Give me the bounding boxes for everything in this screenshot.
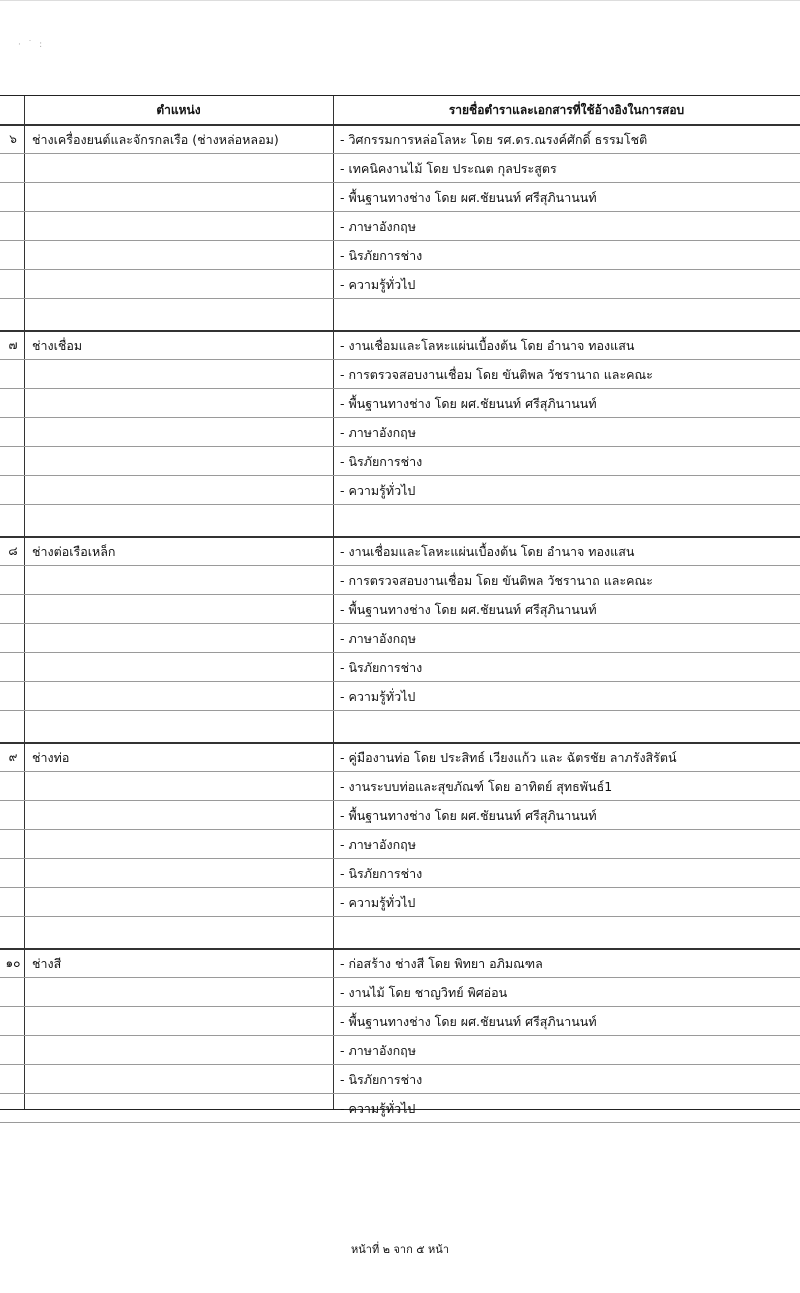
reference-book-item: - นิรภัยการช่าง — [340, 1072, 423, 1087]
group-divider — [0, 536, 800, 538]
reference-book-item: - พื้นฐานทางช่าง โดย ผศ.ชัยนนท์ ศรีสุภินานนท์ — [340, 808, 597, 823]
reference-book-item: - ภาษาอังกฤษ — [340, 1043, 416, 1058]
row-divider — [0, 475, 800, 476]
row-divider — [0, 269, 800, 270]
reference-book-item: - พื้นฐานทางช่าง โดย ผศ.ชัยนนท์ ศรีสุภินานนท์ — [340, 396, 597, 411]
reference-book-item: - พื้นฐานทางช่าง โดย ผศ.ชัยนนท์ ศรีสุภินานนท์ — [340, 1014, 597, 1029]
row-divider — [0, 681, 800, 682]
row-divider — [0, 771, 800, 772]
row-divider — [0, 594, 800, 595]
row-divider — [0, 153, 800, 154]
row-divider — [0, 1093, 800, 1094]
reference-book-item: - การตรวจสอบงานเชื่อม โดย ขันติพล วัชรานาถ และคณะ — [340, 367, 653, 382]
reference-book-item: - ความรู้ทั่วไป — [340, 689, 416, 704]
row-divider — [0, 1122, 800, 1123]
row-divider — [0, 652, 800, 653]
reference-book-item: - ภาษาอังกฤษ — [340, 219, 416, 234]
reference-book-item: - ก่อสร้าง ช่างสี โดย พิทยา อภิมณฑล — [340, 956, 543, 971]
header-books: รายชื่อตำราและเอกสารที่ใช้อ้างอิงในการสอบ — [448, 102, 685, 117]
row-divider — [0, 977, 800, 978]
row-divider — [0, 182, 800, 183]
position-name: ช่างเครื่องยนต์และจักรกลเรือ (ช่างหล่อหลอม) — [32, 132, 279, 147]
column-divider-number — [24, 96, 25, 1109]
row-divider — [0, 504, 800, 505]
group-divider — [0, 948, 800, 950]
reference-book-item: - งานเชื่อมและโลหะแผ่นเบื้องต้น โดย อำนาจ ทองแสน — [340, 338, 635, 353]
row-divider — [0, 800, 800, 801]
reference-book-item: - งานเชื่อมและโลหะแผ่นเบื้องต้น โดย อำนาจ ทองแสน — [340, 544, 635, 559]
reference-book-item: - ภาษาอังกฤษ — [340, 837, 416, 852]
row-divider — [0, 211, 800, 212]
row-divider — [0, 1035, 800, 1036]
row-divider — [0, 565, 800, 566]
row-divider — [0, 298, 800, 299]
reference-book-item: - ความรู้ทั่วไป — [340, 277, 416, 292]
reference-book-item: - ภาษาอังกฤษ — [340, 425, 416, 440]
group-number: ๙ — [8, 750, 18, 764]
row-divider — [0, 710, 800, 711]
reference-book-item: - นิรภัยการช่าง — [340, 248, 423, 263]
page-top-edge — [0, 0, 800, 1]
position-name: ช่างต่อเรือเหล็ก — [32, 544, 116, 559]
row-divider — [0, 1006, 800, 1007]
reference-book-item: - งานระบบท่อและสุขภัณฑ์ โดย อาทิตย์ สุทธพันธ์1 — [340, 779, 613, 794]
reference-book-item: - ความรู้ทั่วไป — [340, 1101, 416, 1116]
reference-book-item: - พื้นฐานทางช่าง โดย ผศ.ชัยนนท์ ศรีสุภินานนท์ — [340, 190, 597, 205]
reference-book-item: - เทคนิคงานไม้ โดย ประณต กุลประสูตร — [340, 161, 557, 176]
scan-artifact: · ˙ : — [18, 40, 45, 50]
reference-book-item: - ความรู้ทั่วไป — [340, 895, 416, 910]
row-divider — [0, 1064, 800, 1065]
reference-book-item: - นิรภัยการช่าง — [340, 660, 423, 675]
reference-book-item: - การตรวจสอบงานเชื่อม โดย ขันติพล วัชรานาถ และคณะ — [340, 573, 653, 588]
row-divider — [0, 858, 800, 859]
row-divider — [0, 388, 800, 389]
row-divider — [0, 829, 800, 830]
position-name: ช่างสี — [32, 956, 62, 971]
header-divider — [0, 124, 800, 126]
reference-book-item: - ภาษาอังกฤษ — [340, 631, 416, 646]
reference-book-item: - คู่มืองานท่อ โดย ประสิทธ์ เวียงแก้ว และ ฉัตรชัย ลาภรังสิรัตน์ — [340, 750, 677, 765]
row-divider — [0, 240, 800, 241]
row-divider — [0, 359, 800, 360]
group-number: ๘ — [8, 544, 18, 558]
reference-book-item: - ความรู้ทั่วไป — [340, 483, 416, 498]
group-divider — [0, 742, 800, 744]
page-footer: หน้าที่ ๒ จาก ๕ หน้า — [351, 1243, 449, 1256]
reference-table — [0, 95, 800, 1116]
position-name: ช่างเชื่อม — [32, 338, 83, 353]
group-number: ๗ — [8, 338, 18, 352]
column-divider-position — [333, 96, 334, 1109]
reference-book-item: - วิศกรรมการหล่อโลหะ โดย รศ.ดร.ณรงค์ศักดิ์ ธรรมโชติ — [340, 132, 648, 147]
group-number: ๑๐ — [5, 956, 21, 970]
position-name: ช่างท่อ — [32, 750, 70, 765]
row-divider — [0, 887, 800, 888]
group-number: ๖ — [9, 132, 17, 146]
row-divider — [0, 916, 800, 917]
group-divider — [0, 330, 800, 332]
reference-book-item: - นิรภัยการช่าง — [340, 866, 423, 881]
row-divider — [0, 623, 800, 624]
header-position: ตำแหน่ง — [156, 102, 201, 117]
row-divider — [0, 417, 800, 418]
reference-book-item: - พื้นฐานทางช่าง โดย ผศ.ชัยนนท์ ศรีสุภินานนท์ — [340, 602, 597, 617]
reference-book-item: - นิรภัยการช่าง — [340, 454, 423, 469]
reference-book-item: - งานไม้ โดย ชาญวิทย์ พิศอ่อน — [340, 985, 508, 1000]
row-divider — [0, 446, 800, 447]
